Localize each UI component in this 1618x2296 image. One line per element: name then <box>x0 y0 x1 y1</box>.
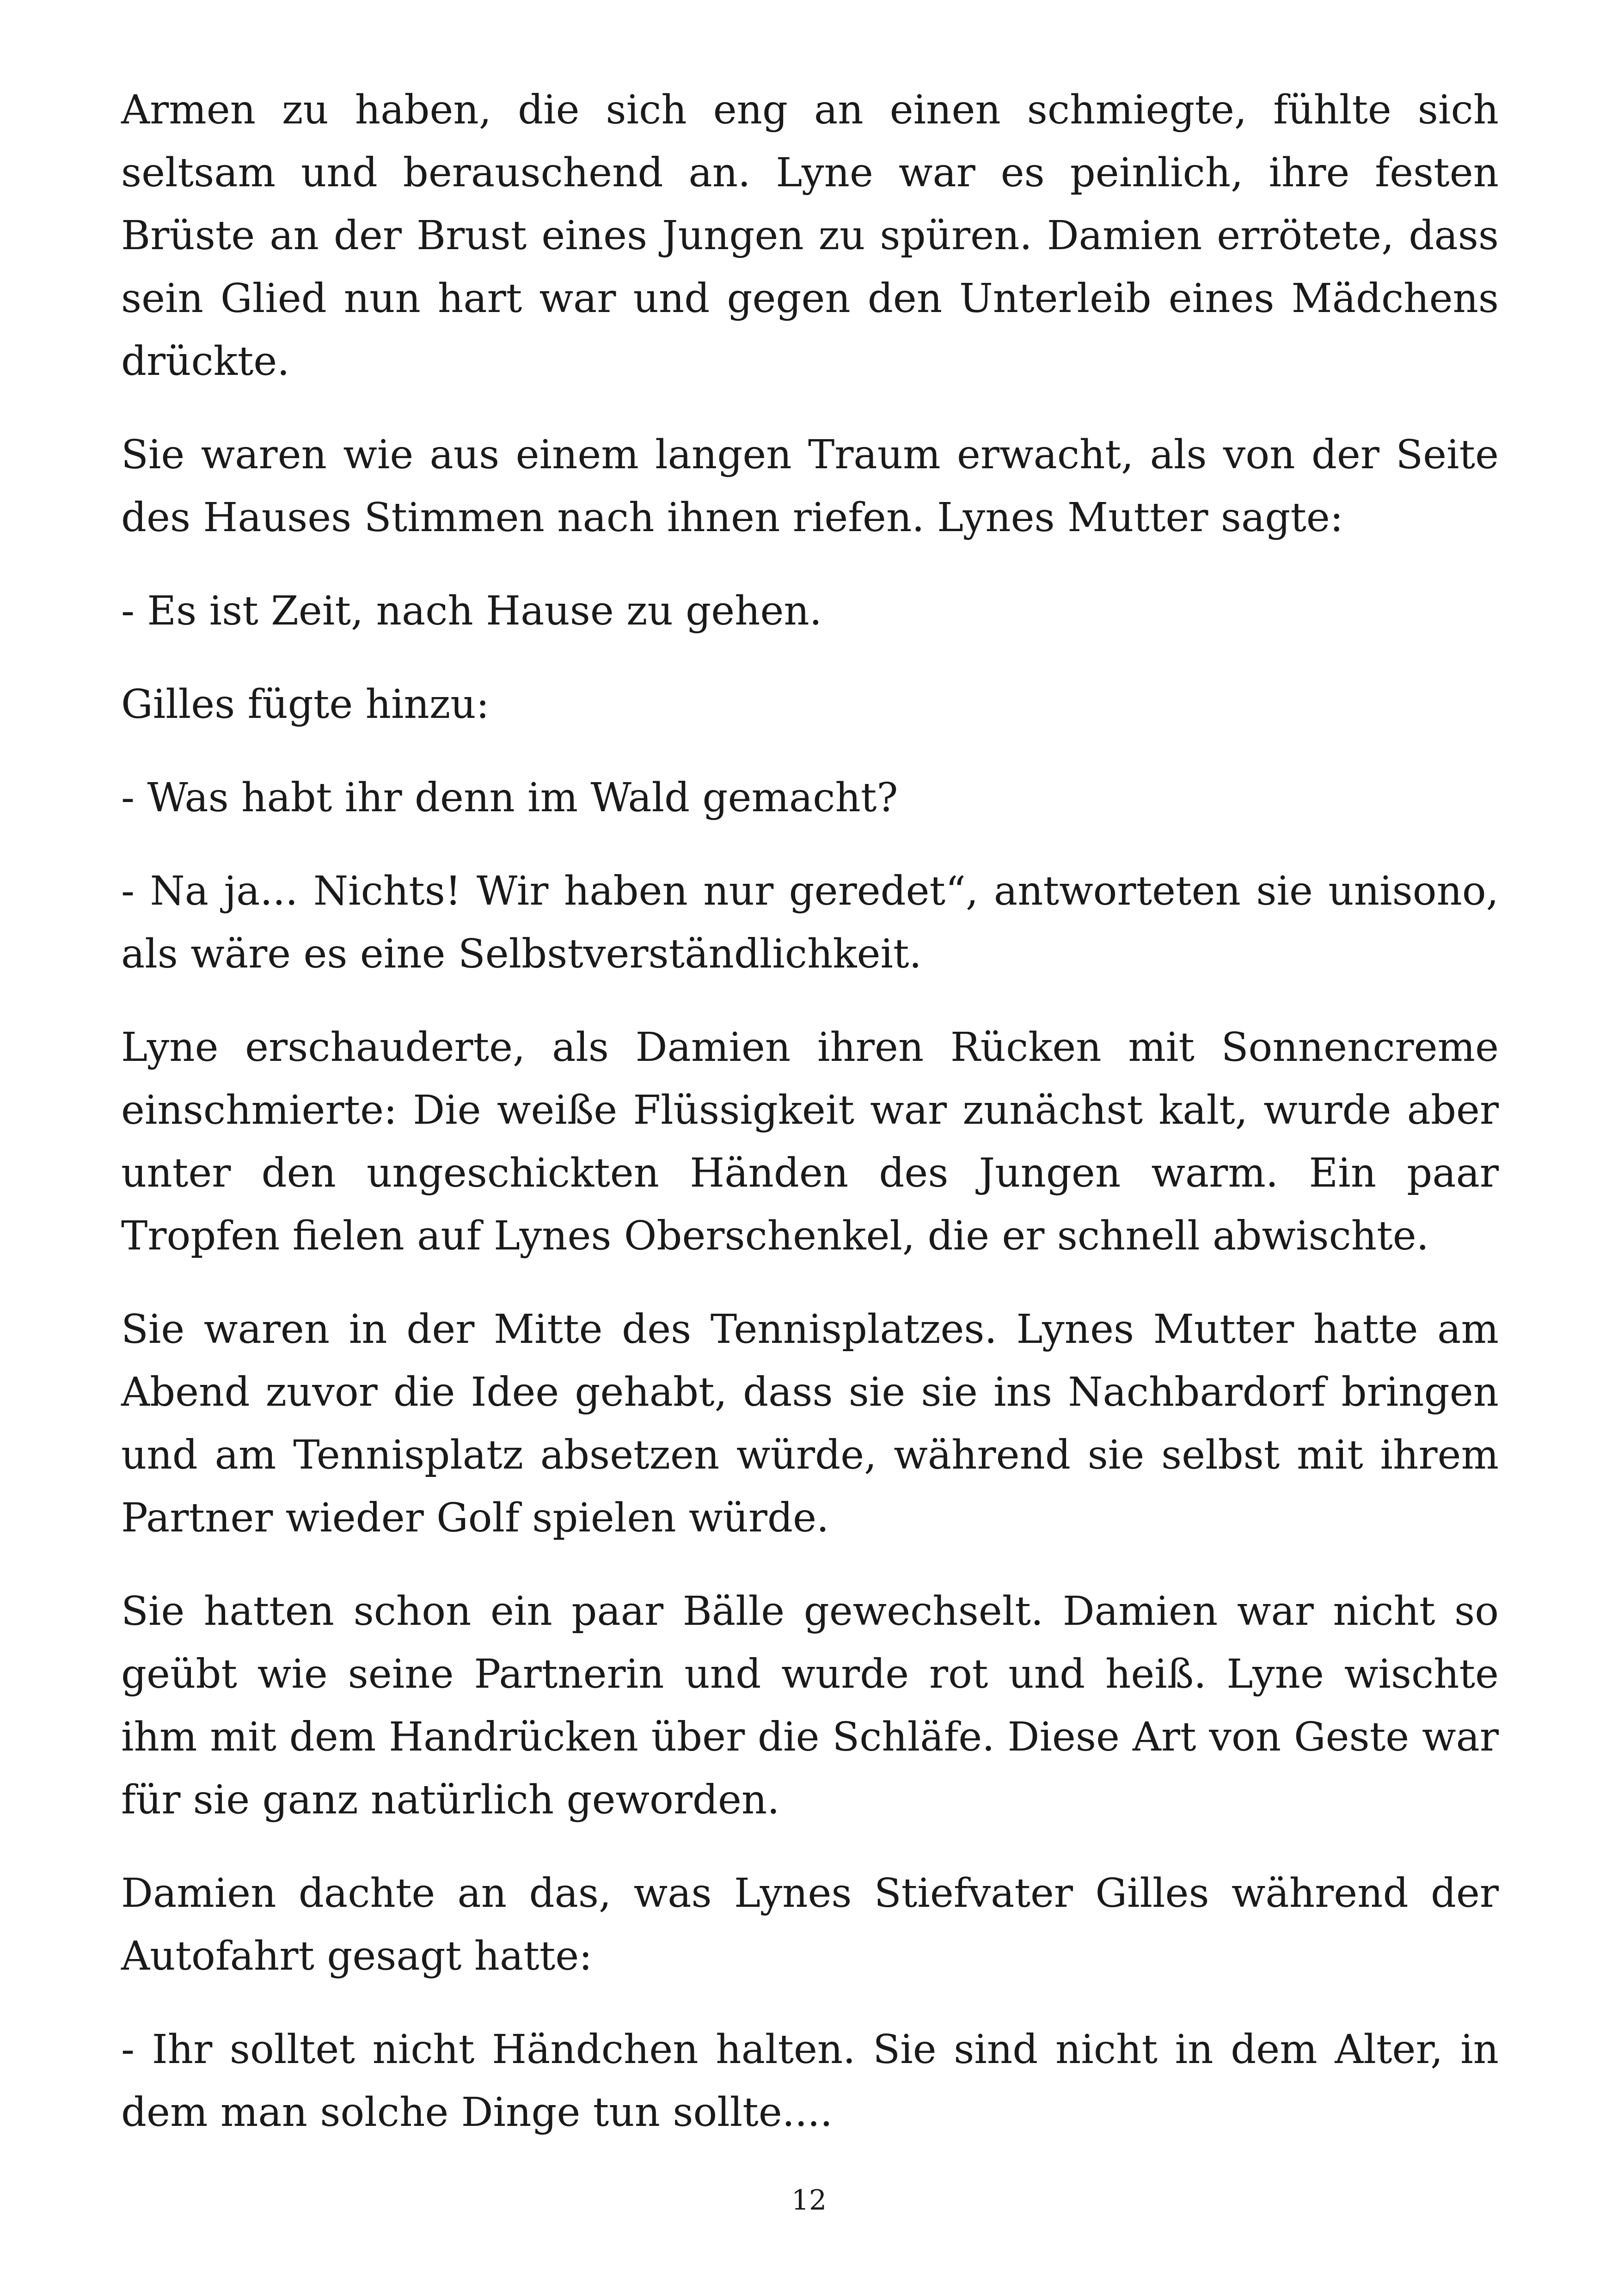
paragraph: Sie waren wie aus einem langen Traum erwacht, als von der Seite des Hauses Stimmen nach ihnen riefen. Lynes Mutter sagte: <box>121 432 1499 541</box>
page-number: 12 <box>791 2184 827 2216</box>
paragraph: Lyne erschauderte, als Damien ihren Rücken mit Sonnencreme einschmierte: Die weiße Flüssigkeit war zunächst kalt, wurde aber unter den ungeschickten Händen des Jungen warm. Ein paar Tropfen fielen auf Lynes Oberschenkel, die er schnell abwischte. <box>121 1024 1499 1259</box>
paragraph: - Na ja... Nichts! Wir haben nur geredet“, antworteten sie unisono, als wäre es eine Selbstverständlichkeit. <box>121 868 1499 977</box>
paragraph: Gilles fügte hinzu: <box>121 681 490 728</box>
paragraph: - Es ist Zeit, nach Hause zu gehen. <box>121 588 822 634</box>
paragraph: Sie hatten schon ein paar Bälle gewechselt. Damien war nicht so geübt wie seine Partnerin und wurde rot und heiß. Lyne wischte ihm mit dem Handrücken über die Schläfe. Diese Art von Geste war für sie ganz natürlich geworden. <box>121 1588 1499 1823</box>
paragraph: Armen zu haben, die sich eng an einen schmiegte, fühlte sich seltsam und berauschend an. Lyne war es peinlich, ihre festen Brüste an der Brust eines Jungen zu spüren. Damien errötete, dass sein Glied nun hart war und gegen den Unterleib eines Mädchens drückte. <box>121 87 1499 385</box>
paragraph: - Ihr solltet nicht Händchen halten. Sie sind nicht in dem Alter, in dem man solche Dinge tun sollte.... <box>121 2027 1499 2136</box>
paragraph: Sie waren in der Mitte des Tennisplatzes. Lynes Mutter hatte am Abend zuvor die Idee gehabt, dass sie sie ins Nachbardorf bringen und am Tennisplatz absetzen würde, während sie selbst mit ihrem Partner wieder Golf spielen würde. <box>121 1306 1499 1541</box>
paragraph: - Was habt ihr denn im Wald gemacht? <box>121 775 898 821</box>
page-body <box>121 79 1499 2174</box>
paragraph: Damien dachte an das, was Lynes Stiefvater Gilles während der Autofahrt gesagt hatte: <box>121 1870 1499 1979</box>
